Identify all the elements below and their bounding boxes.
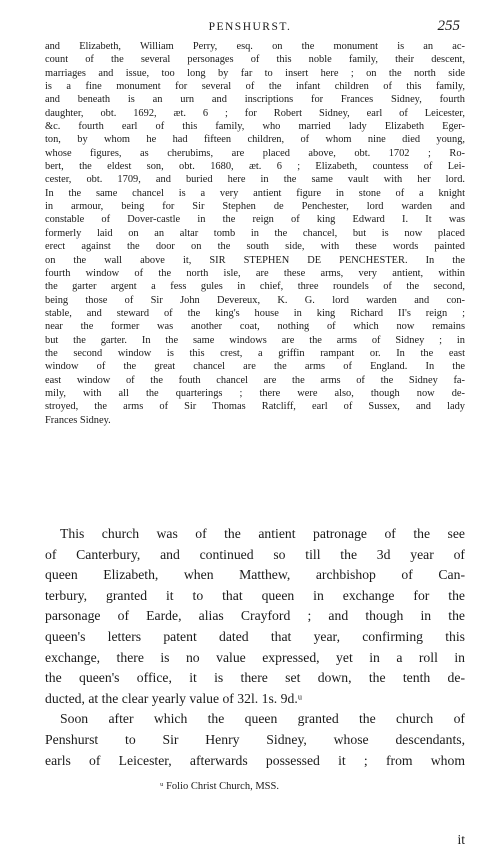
text-line: and Elizabeth, William Perry, esq. on the monument is an ac- xyxy=(45,41,465,52)
text-line: ton, by whom he had fifteen children, of whom nine died young, xyxy=(45,134,465,146)
text-line: ducted, at the clear yearly value of 32l. 1s. 9d.ᵘ xyxy=(45,690,303,706)
text-line: earls of Leicester, afterwards possessed it ; from whom xyxy=(45,752,465,768)
page-number: 255 xyxy=(437,18,460,34)
text-line: stroyed, the arms of Sir Thomas Ratcliff, earl of Sussex, and lady xyxy=(45,401,465,413)
text-line: cester, obt. 1709, and buried here in the same vault with her lord. xyxy=(45,174,465,186)
running-title: PENSHURST. xyxy=(208,21,292,33)
text-line: formerly laid on an altar tomb in the chancel, but is now placed xyxy=(45,227,465,239)
text-line: in armour, being for Sir Stephen de Penchester, lord warden and xyxy=(45,201,465,213)
running-head xyxy=(40,18,460,40)
text-line: Soon after which the queen granted the church of xyxy=(60,711,465,727)
text-line: This church was of the antient patronage of the see xyxy=(60,526,465,541)
text-line: the queen's office, it is there set down, the tenth de- xyxy=(45,670,465,686)
text-line: exchange, there is no value expressed, yet in a roll in xyxy=(45,649,465,665)
text-line: queen Elizabeth, when Matthew, archbishop of Can- xyxy=(45,567,465,583)
text-line: being those of Sir John Devereux, K. G. lord warden and con- xyxy=(45,294,465,306)
text-line: terbury, granted it to that queen in exchange for the xyxy=(45,587,465,603)
text-line: mily, with all the quarterings ; there were also, though now de- xyxy=(45,387,465,399)
text-line: queen's letters patent dated that year, confirming this xyxy=(45,628,465,644)
text-line: count of the several personages of this noble family, their descent, xyxy=(45,54,465,66)
text-line: and beneath is an urn and inscriptions for Frances Sidney, fourth xyxy=(45,94,465,106)
footnote: ᵘ Folio Christ Church, MSS. xyxy=(160,781,279,792)
text-line: of Canterbury, and continued so till the 3d year of xyxy=(45,546,465,562)
text-line: window of the great chancel are the arms of England. In the xyxy=(45,361,465,373)
text-line: In the same chancel is a very antient figure in stone of a knight xyxy=(45,187,465,199)
text-line: on the wall above it, SIR STEPHEN DE PENCHESTER. In the xyxy=(45,254,465,266)
text-line: Frances Sidney. xyxy=(45,414,111,426)
main-paragraph xyxy=(45,524,465,771)
text-line: Penshurst to Sir Henry Sidney, whose descendants, xyxy=(45,731,465,747)
text-line: &c. fourth earl of this family, who married lady Elizabeth Eger- xyxy=(45,121,465,133)
text-line: bert, the eldest son, obt. 1680, æt. 6 ; Elizabeth, countess of Lei- xyxy=(45,161,465,173)
text-line: fourth window of the north isle, are these arms, very antient, within xyxy=(45,267,465,279)
text-line: is a fine monument for several of the infant children of this family, xyxy=(45,81,465,93)
text-line: erect against the door on the south side, with these words painted xyxy=(45,241,465,253)
catchword: it xyxy=(457,832,465,847)
text-line: but the garter. In the same windows are the arms of Sidney ; in xyxy=(45,334,465,346)
text-line: stable, and steward of the king's house in king Richard II's reign ; xyxy=(45,307,465,319)
text-line: parsonage of Earde, alias Crayford ; and though in the xyxy=(45,608,465,624)
text-line: daughter, obt. 1692, æt. 6 ; for Robert Sidney, earl of Leicester, xyxy=(45,107,465,119)
text-line: the second window is this crest, a griffin rampant or. In the east xyxy=(45,347,465,359)
small-print-paragraph xyxy=(45,40,465,427)
text-line: constable of Dover-castle in the reign of king Edward I. It was xyxy=(45,214,465,226)
text-line: east window of the fouth chancel are the arms of the Sidney fa- xyxy=(45,374,465,386)
text-line: the garter argent a fess gules in chief, three roundels of the second, xyxy=(45,281,465,293)
text-line: whose figures, as cherubims, are placed above, obt. 1702 ; Ro- xyxy=(45,147,465,159)
text-line: marriages and issue, too long by far to insert here ; on the north side xyxy=(45,67,465,79)
text-line: near the former was another coat, nothing of which now remains xyxy=(45,321,465,333)
